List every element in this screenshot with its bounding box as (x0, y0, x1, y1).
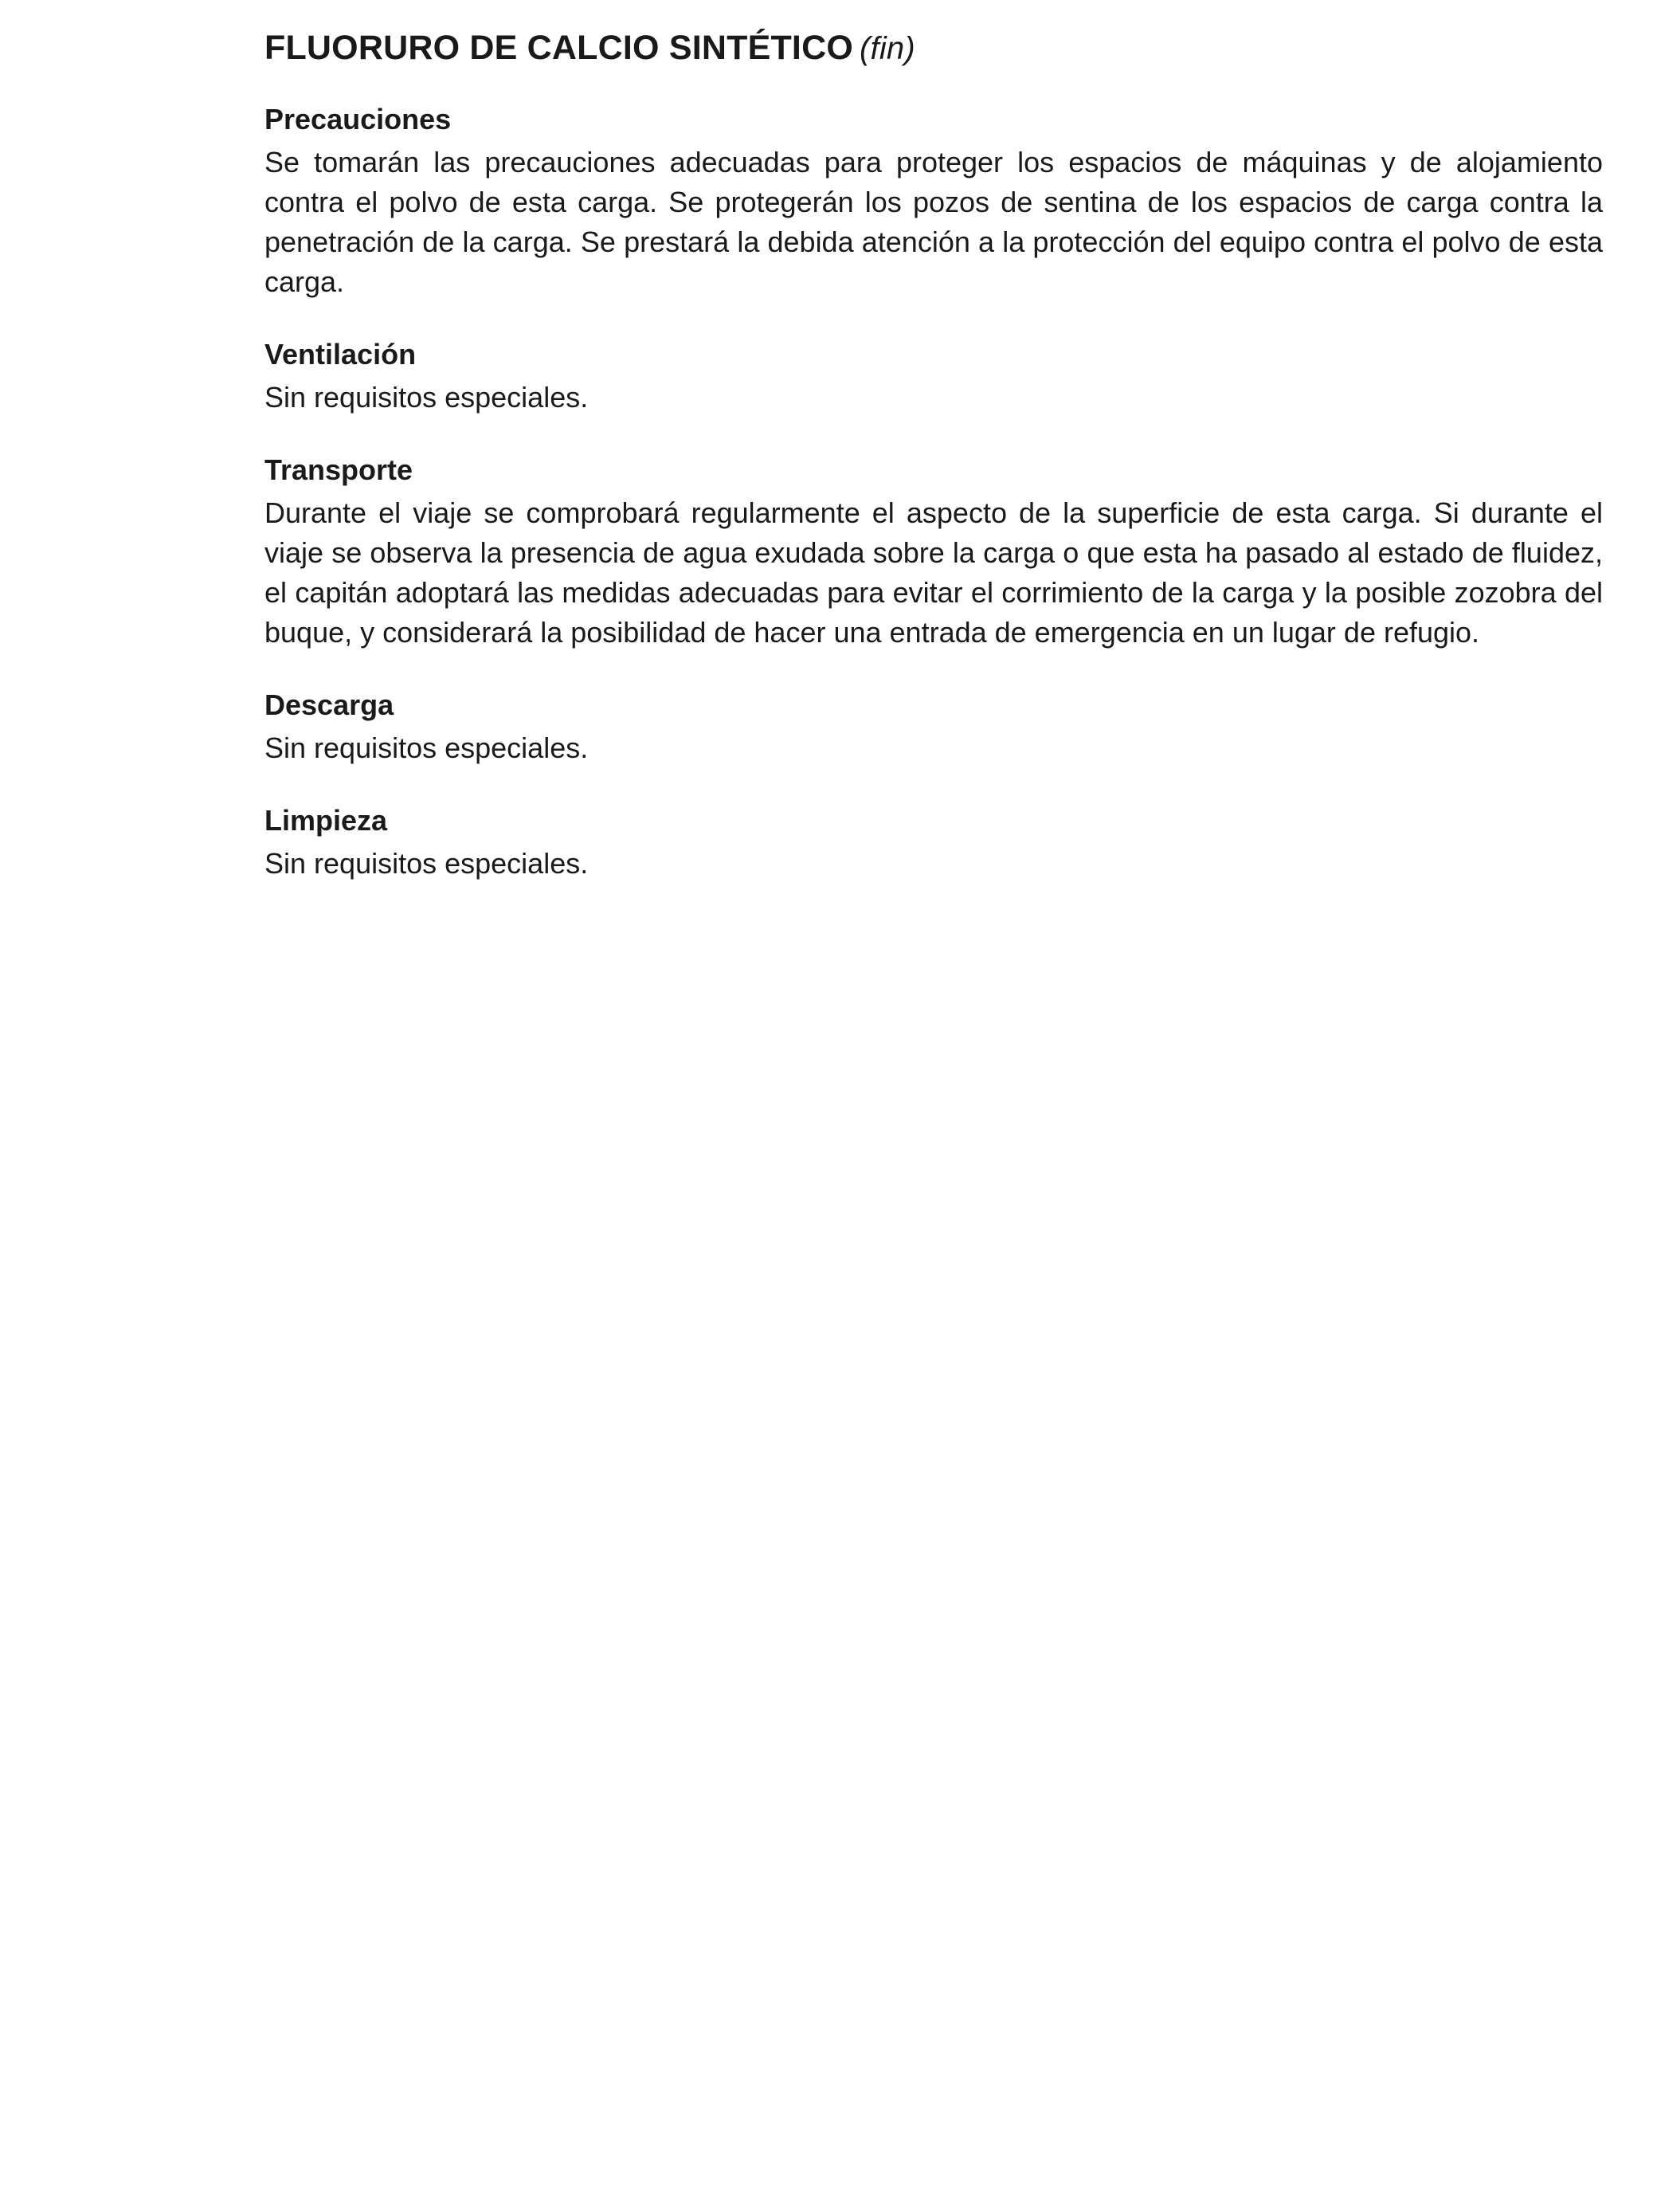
section-body-descarga: Sin requisitos especiales. (264, 731, 589, 765)
page-title-main: FLUORURO DE CALCIO SINTÉTICO (264, 29, 853, 67)
document-content (264, 29, 1603, 884)
section-heading-limpieza: Limpieza (264, 804, 388, 837)
section-heading-transporte: Transporte (264, 453, 413, 487)
section-body-transporte: Durante el viaje se comprobará regularmente el aspecto de la superficie de esta carga. Si durante el viaje se observa la presencia de agua exudada sobre la carga o que esta ha pasado al estado de fluidez, el capitán adoptará las medidas adecuadas para evitar el corrimiento de la carga y la posible zozobra del buque, y considerará la posibilidad de hacer una entrada de emergencia en un lugar de refugio. (264, 496, 1603, 649)
section-body-precauciones: Se tomarán las precauciones adecuadas para proteger los espacios de máquinas y de alojamiento contra el polvo de esta carga. Se protegerán los pozos de sentina de los espacios de carga contra la penetración de la carga. Se prestará la debida atención a la protección del equipo contra el polvo de esta carga. (264, 146, 1603, 299)
page-title (264, 29, 1603, 67)
section-limpieza (264, 803, 1603, 884)
section-descarga (264, 688, 1603, 768)
section-heading-ventilacion: Ventilación (264, 338, 417, 371)
section-precauciones (264, 102, 1603, 302)
section-transporte (264, 453, 1603, 653)
section-ventilacion (264, 337, 1603, 418)
section-heading-descarga: Descarga (264, 688, 394, 722)
section-body-ventilacion: Sin requisitos especiales. (264, 381, 589, 414)
section-heading-precauciones: Precauciones (264, 103, 452, 136)
section-body-limpieza: Sin requisitos especiales. (264, 847, 589, 880)
page-title-suffix: (fin) (859, 31, 915, 66)
